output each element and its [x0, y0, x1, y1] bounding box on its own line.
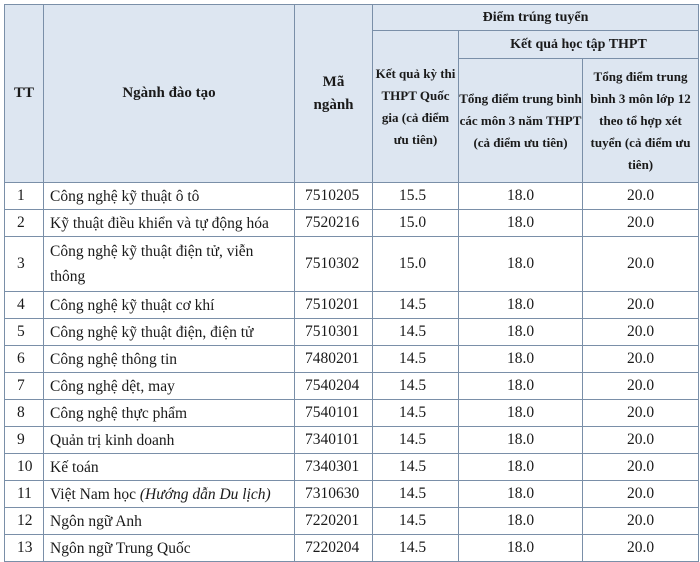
- hs-3year-score: 18.0: [459, 237, 583, 292]
- table-body: [5, 183, 699, 562]
- row-number: 11: [5, 481, 44, 508]
- exam-score: 14.5: [373, 481, 459, 508]
- exam-score: 14.5: [373, 400, 459, 427]
- table-row: [5, 400, 699, 427]
- exam-score: 14.5: [373, 454, 459, 481]
- table-row: [5, 237, 699, 292]
- program-name: Công nghệ kỹ thuật điện tử, viễn thông: [44, 237, 295, 292]
- program-name-note: (Hướng dẫn Du lịch): [139, 485, 271, 503]
- table-row: [5, 319, 699, 346]
- program-name: [44, 481, 295, 508]
- grade12-score: 20.0: [583, 183, 699, 210]
- header-admission-score: Điểm trúng tuyển: [373, 5, 699, 31]
- row-number: 3: [5, 237, 44, 292]
- table-row: [5, 481, 699, 508]
- program-name: Công nghệ thông tin: [44, 346, 295, 373]
- table-row: [5, 427, 699, 454]
- row-number: 8: [5, 400, 44, 427]
- grade12-score: 20.0: [583, 237, 699, 292]
- program-name: Công nghệ kỹ thuật cơ khí: [44, 292, 295, 319]
- table-row: [5, 508, 699, 535]
- grade12-score: 20.0: [583, 400, 699, 427]
- hs-3year-score: 18.0: [459, 346, 583, 373]
- header-exam-result: Kết quả kỳ thi THPT Quốc gia (cả điểm ưu tiên): [373, 31, 459, 183]
- row-number: 5: [5, 319, 44, 346]
- exam-score: 15.5: [373, 183, 459, 210]
- grade12-score: 20.0: [583, 508, 699, 535]
- hs-3year-score: 18.0: [459, 400, 583, 427]
- table-row: [5, 535, 699, 562]
- hs-3year-score: 18.0: [459, 373, 583, 400]
- hs-3year-score: 18.0: [459, 183, 583, 210]
- header-code: Mã ngành: [295, 5, 373, 183]
- program-code: 7340101: [295, 427, 373, 454]
- program-name: Công nghệ kỹ thuật ô tô: [44, 183, 295, 210]
- header-hs-results: Kết quả học tập THPT: [459, 31, 699, 59]
- table-row: [5, 183, 699, 210]
- program-name: Công nghệ dệt, may: [44, 373, 295, 400]
- hs-3year-score: 18.0: [459, 427, 583, 454]
- program-code: 7480201: [295, 346, 373, 373]
- table-row: [5, 210, 699, 237]
- grade12-score: 20.0: [583, 535, 699, 562]
- header-program: Ngành đào tạo: [44, 5, 295, 183]
- grade12-score: 20.0: [583, 481, 699, 508]
- program-code: 7510301: [295, 319, 373, 346]
- grade12-score: 20.0: [583, 346, 699, 373]
- grade12-score: 20.0: [583, 319, 699, 346]
- row-number: 13: [5, 535, 44, 562]
- table-row: [5, 346, 699, 373]
- header-hs-grade12: Tổng điểm trung bình 3 môn lớp 12 theo tổ hợp xét tuyển (cả điểm ưu tiên): [583, 59, 699, 183]
- program-name-text: Việt Nam học: [50, 485, 137, 503]
- hs-3year-score: 18.0: [459, 481, 583, 508]
- exam-score: 15.0: [373, 210, 459, 237]
- row-number: 4: [5, 292, 44, 319]
- program-code: 7510302: [295, 237, 373, 292]
- grade12-score: 20.0: [583, 292, 699, 319]
- hs-3year-score: 18.0: [459, 292, 583, 319]
- row-number: 9: [5, 427, 44, 454]
- exam-score: 14.5: [373, 508, 459, 535]
- hs-3year-score: 18.0: [459, 319, 583, 346]
- program-code: 7510205: [295, 183, 373, 210]
- grade12-score: 20.0: [583, 373, 699, 400]
- row-number: 7: [5, 373, 44, 400]
- admission-score-table: [4, 4, 699, 562]
- program-name: Kỹ thuật điều khiển và tự động hóa: [44, 210, 295, 237]
- hs-3year-score: 18.0: [459, 210, 583, 237]
- exam-score: 14.5: [373, 427, 459, 454]
- program-code: 7510201: [295, 292, 373, 319]
- table-row: [5, 454, 699, 481]
- program-name: Quản trị kinh doanh: [44, 427, 295, 454]
- program-name: Công nghệ kỹ thuật điện, điện tử: [44, 319, 295, 346]
- grade12-score: 20.0: [583, 210, 699, 237]
- exam-score: 14.5: [373, 292, 459, 319]
- grade12-score: 20.0: [583, 454, 699, 481]
- hs-3year-score: 18.0: [459, 454, 583, 481]
- hs-3year-score: 18.0: [459, 535, 583, 562]
- row-number: 6: [5, 346, 44, 373]
- hs-3year-score: 18.0: [459, 508, 583, 535]
- row-number: 12: [5, 508, 44, 535]
- header-tt: TT: [5, 5, 44, 183]
- row-number: 2: [5, 210, 44, 237]
- program-code: 7520216: [295, 210, 373, 237]
- row-number: 1: [5, 183, 44, 210]
- program-name: Công nghệ thực phẩm: [44, 400, 295, 427]
- table-row: [5, 292, 699, 319]
- exam-score: 14.5: [373, 373, 459, 400]
- program-code: 7310630: [295, 481, 373, 508]
- program-name: Ngôn ngữ Trung Quốc: [44, 535, 295, 562]
- exam-score: 14.5: [373, 346, 459, 373]
- program-code: 7220201: [295, 508, 373, 535]
- program-code: 7340301: [295, 454, 373, 481]
- program-code: 7540101: [295, 400, 373, 427]
- exam-score: 15.0: [373, 237, 459, 292]
- table-row: [5, 373, 699, 400]
- program-code: 7220204: [295, 535, 373, 562]
- header-hs-3year: Tổng điểm trung bình các môn 3 năm THPT (cả điểm ưu tiên): [459, 59, 583, 183]
- exam-score: 14.5: [373, 319, 459, 346]
- exam-score: 14.5: [373, 535, 459, 562]
- program-name: Ngôn ngữ Anh: [44, 508, 295, 535]
- grade12-score: 20.0: [583, 427, 699, 454]
- program-name: Kế toán: [44, 454, 295, 481]
- program-code: 7540204: [295, 373, 373, 400]
- row-number: 10: [5, 454, 44, 481]
